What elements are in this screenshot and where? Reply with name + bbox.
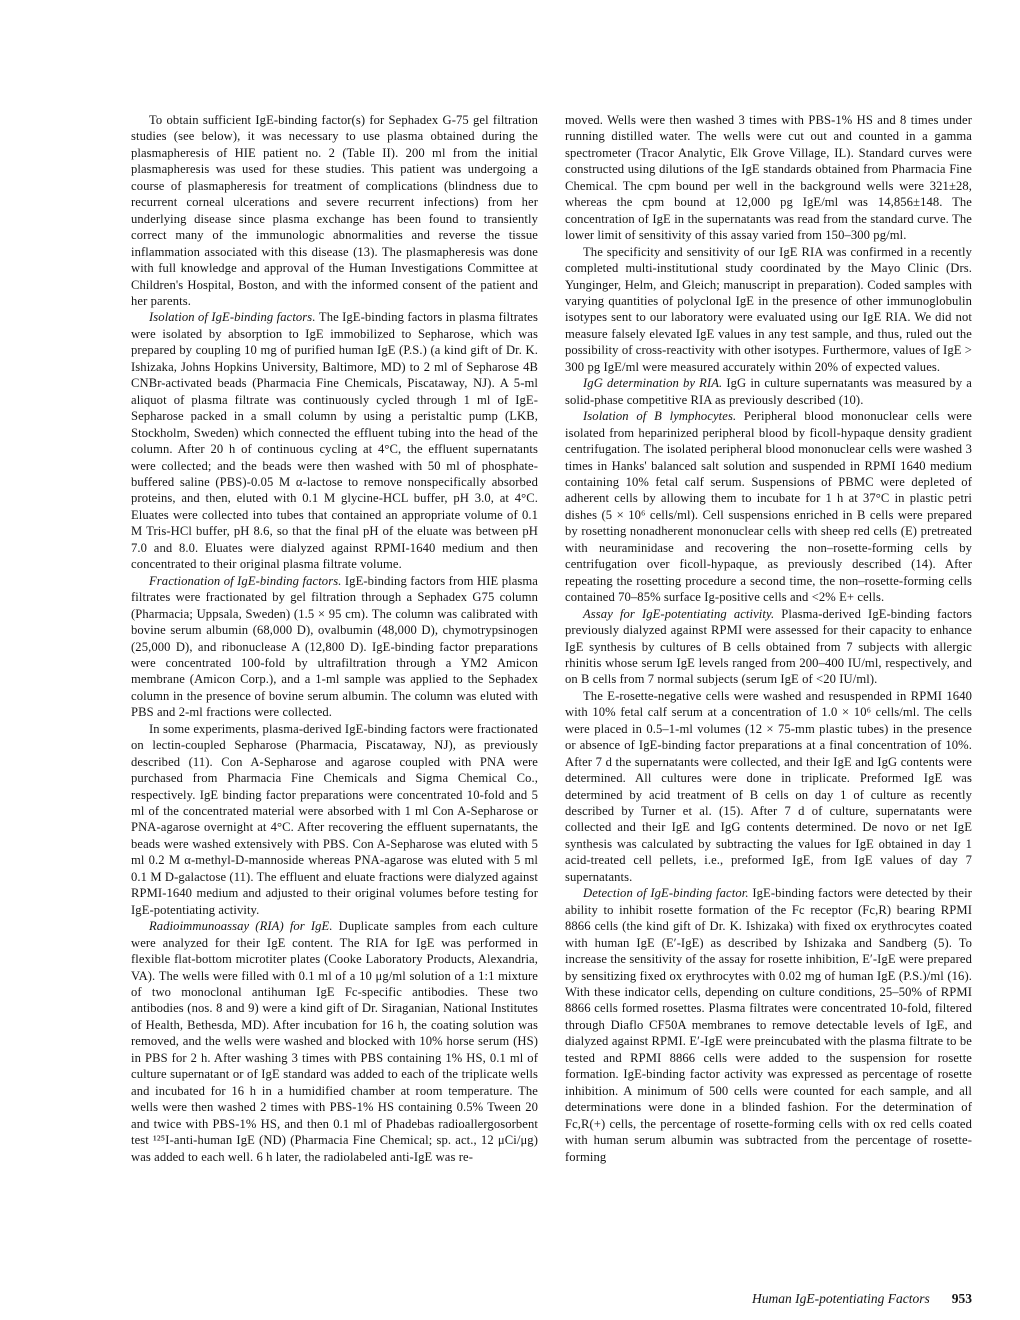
paragraph: Radioimmunoassay (RIA) for IgE. Duplicate samples from each culture were analyzed for their IgE content. The RIA for IgE was performed in flexible flat-bottom microtiter plates (Cooke Laboratory Products, Alexandria, VA). The wells were filled with 0.1 ml of a 10 μg/ml solution of a 1:1 mixture of two monoclonal antihuman IgE Fc-specific antibodies. These two antibodies (nos. 8 and 9) were a kind gift of Dr. Siraganian, National Institutes of Health, Bethesda, MD). After incubation for 16 h, the coating solution was removed, and the wells were washed and blocked with 10% horse serum (HS) in PBS for 2 h. After washing 3 times with PBS containing 1% HS, 0.1 ml of culture supernatant or of IgE standard was added to each of the triplicate wells and incubated for 16 h in a humidified chamber at room temperature. The wells were then washed 2 times with PBS-1% HS containing 0.5% Tween 20 and twice with PBS-1% HS, and then 0.1 ml of Phadebas radioallergosorbent test ¹²⁵I-anti-human IgE (ND) (Pharmacia Fine Chemical; sp. act., 12 μCi/μg) was added to each well. 6 h later, the radiolabeled anti-IgE was re- — [131, 919, 538, 1164]
paragraph: Fractionation of IgE-binding factors. IgE-binding factors from HIE plasma filtrates were fractionated by gel filtration through a Sephadex G75 column (Pharmacia; Uppsala, Sweden) (1.5 × 95 cm). The column was calibrated with bovine serum albumin (68,000 D), ovalbumin (48,000 D), chymotrypsinogen (25,000 D), and ribonuclease A (12,800 D). IgE-binding factor preparations were concentrated 100-fold by ultrafiltration through a YM2 Amicon membrane (Amicon Corp.), and a 1-ml sample was applied to the Sephadex column in the presence of bovine serum albumin. The column was eluted with PBS and 2-ml fractions were collected. — [131, 573, 538, 720]
paragraph: Detection of IgE-binding factor. IgE-binding factors were detected by their ability to inhibit rosette formation of the Fc receptor (Fc,R) bearing RPMI 8866 cells (the kind gift of Dr. K. Ishizaka) with fixed ox erythrocytes coated with human IgE (E′-IgE) as described by Ishizaka and Sandberg (5). To increase the sensitivity of the assay for rosette inhibition, E′-IgE were prepared by sensitizing fixed ox erythrocytes with 0.02 mg of human IgE (P.S.)/ml (16). With these indicator cells, depending on culture conditions, 25–50% of RPMI 8866 cells formed rosettes. Plasma filtrates were concentrated 10-fold, filtered through Diaflo CF50A membranes to remove detectable levels of IgE, and dialyzed against RPMI. E′-IgE were preincubated with the plasma filtrate to be tested and RPMI 8866 cells were added to the suspension for rosette formation. IgE-binding factor activity was expressed as percentage of rosette inhibition. A minimum of 500 cells were counted for each sample, and all determinations were done in a blinded fashion. For the determination of Fc,R(+) cells, the percentage of rosette-forming cells with ox red cells coated with human serum albumin was subtracted from the percentage of rosette-forming — [565, 886, 972, 1164]
paragraph: Isolation of B lymphocytes. Peripheral blood mononuclear cells were isolated from heparinized peripheral blood by ficoll-hypaque density gradient centrifugation. The isolated peripheral blood mononuclear cells were washed 3 times in Hanks' balanced salt solution and suspended in RPMI 1640 medium containing 10% fetal calf serum. Suspensions of PBMC were depleted of adherent cells by allowing them to incubate for 1 h at 37°C in plastic petri dishes (5 × 10⁶ cells/ml). Cell suspensions enriched in B cells were prepared by rosetting nonadherent mononuclear cells with sheep red cells (E) pretreated with neuraminidase and recovering the non–rosette-forming cells by centrifugation over ficoll-hypaque, as previously described (14). After repeating the rosetting procedure a second time, the non–rosette-forming cells contained 70–85% surface Ig-positive cells and <2% E+ cells. — [565, 409, 972, 605]
text-columns — [131, 112, 972, 1165]
paragraph: moved. Wells were then washed 3 times with PBS-1% HS and 8 times under running distilled water. The wells were cut out and counted in a gamma spectrometer (Tracor Analytic, Elk Grove Village, IL). Standard curves were constructed using dilutions of the IgE standards obtained from Pharmacia Fine Chemical. The cpm bound per well in the background wells were 321±28, whereas the cpm bound at 12,000 pg IgE/ml was 14,856±148. The concentration of IgE in the supernatants was read from the standard curve. The lower limit of sensitivity of this assay varied from 150–300 pg/ml. — [565, 113, 972, 243]
left-column — [131, 112, 538, 1165]
paragraph: In some experiments, plasma-derived IgE-binding factors were fractionated on lectin-coupled Sepharose (Pharmacia, Piscataway, NJ), as previously described (11). Con A-Sepharose and agarose coupled with PNA were purchased from Pharmacia Fine Chemicals and Sigma Chemical Co., respectively. IgE binding factor preparations were concentrated 10-fold and 5 ml of the concentrated material were absorbed with 1 ml Con A-Sepharose or PNA-agarose overnight at 4°C. After recovering the effluent supernatants, the beads were washed extensively with PBS. Con A-Sepharose was eluted with 5 ml 0.2 M α-methyl-D-mannoside whereas PNA-agarose was eluted with 5 ml 0.1 M D-galactose (11). The effluent and eluate fractions were dialyzed against RPMI-1640 medium and adjusted to their original volumes before testing for IgE-potentiating activity. — [131, 721, 538, 917]
page-number: 953 — [951, 1291, 972, 1306]
section-lead: Assay for IgE-potentiating activity. — [583, 606, 782, 621]
paragraph: The E-rosette-negative cells were washed and resuspended in RPMI 1640 with 10% fetal calf serum at a concentration of 1.0 × 10⁶ cells/ml. The cells were placed in 0.5–1-ml volumes (12 × 75-mm plastic tubes) in the presence or absence of IgE-binding factor preparations at a final concentration of 10%. After 7 d the supernatants were collected, and their IgE and IgG contents were determined. All cultures were done in triplicate. Preformed IgE was determined by acid treatment of B cells on day 1 of culture as recently described by Turner et al. (15). After 7 d of culture, supernatants were collected and their IgE and IgG contents determined. De novo or net IgE synthesis was calculated by subtracting the values for IgE obtained in day 1 acid-treated cell pellets, i.e., preformed IgE, from IgE values of day 7 supernatants. — [565, 688, 972, 884]
running-title: Human IgE-potentiating Factors — [752, 1291, 930, 1306]
section-lead: IgG determination by RIA. — [583, 376, 727, 391]
section-lead: Isolation of IgE-binding factors. — [149, 310, 319, 325]
section-lead: Detection of IgE-binding factor. — [583, 886, 753, 901]
paragraph: Assay for IgE-potentiating activity. Plasma-derived IgE-binding factors previously dialyzed against RPMI were assessed for their capacity to enhance IgE synthesis by cultures of B cells obtained from 7 subjects with allergic rhinitis whose serum IgE levels ranged from 200–400 IU/ml, respectively, and on B cells from 7 normal subjects (serum IgE of <20 IU/ml). — [565, 606, 972, 687]
paragraph: The specificity and sensitivity of our IgE RIA was confirmed in a recently completed multi-institutional study coordinated by the Mayo Clinic (Drs. Yunginger, Helm, and Gleich; manuscript in preparation). Coded samples with varying quantities of polyclonal IgE in the presence of other immunoglobulin isotypes sent to our laboratory were evaluated using our IgE RIA. We did not measure falsely elevated IgE values in any test sample, and thus, ruled out the possibility of cross-reactivity with other isotypes. Furthermore, values of IgE > 300 pg IgE/ml were measured accurately within 20% of expected values. — [565, 244, 972, 374]
right-column — [565, 112, 972, 1165]
paragraph: IgG determination by RIA. IgG in culture supernatants was measured by a solid-phase competitive RIA as previously described (10). — [565, 376, 972, 407]
section-lead: Isolation of B lymphocytes. — [583, 409, 744, 424]
page-footer — [131, 1291, 972, 1307]
paragraph: Isolation of IgE-binding factors. The IgE-binding factors in plasma filtrates were isolated by absorption to IgE immobilized to Sepharose, which was prepared by coupling 10 mg of purified human IgE (P.S.) (a kind gift of Dr. K. Ishizaka, Johns Hopkins University, Baltimore, MD) to 2 ml of Sepharose 4B CNBr-activated beads (Pharmacia Fine Chemicals, Piscataway, NJ). A 5-ml aliquot of plasma filtrate was continuously cycled through 1 ml of IgE-Sepharose packed in a small column by using a peristaltic pump (LKB, Stockholm, Sweden) which connected the effluent tubing into the head of the column. After 20 h of continuous cycling at 4°C, the effluent supernatants were collected; and the beads were then washed with 50 ml of phosphate-buffered saline (PBS)-0.05 M α-lactose to remove nonspecifically absorbed proteins, and then, eluted with 0.1 M glycine-HCL buffer, pH 3.0, at 4°C. Eluates were collected into tubes that contained an appropriate volume of 0.1 M Tris-HCl buffer, pH 8.6, so that the final pH of the eluate was between pH 7.0 and 8.0. Eluates were dialyzed against RPMI-1640 medium and then concentrated to their original plasma filtrate volume. — [131, 310, 538, 572]
paragraph: To obtain sufficient IgE-binding factor(s) for Sephadex G-75 gel filtration studies (see below), it was necessary to use plasma obtained during the plasmapheresis of HIE patient no. 2 (Table II). 200 ml from the initial plasmapheresis was used for these studies. This patient was undergoing a course of plasmapheresis for treatment of complications (blindness due to recurrent corneal ulcerations and severe recurrent infections) from her underlying disease since plasma exchange has been found to transiently correct many of the immunologic abnormalities and reverse the tissue inflammation associated with this disease (13). The plasmapheresis was done with full knowledge and approval of the Human Investigations Committee at Children's Hospital, Boston, and with the informed consent of the patient and her parents. — [131, 113, 538, 308]
section-lead: Radioimmunoassay (RIA) for IgE. — [149, 919, 339, 934]
section-lead: Fractionation of IgE-binding factors. — [149, 573, 345, 588]
